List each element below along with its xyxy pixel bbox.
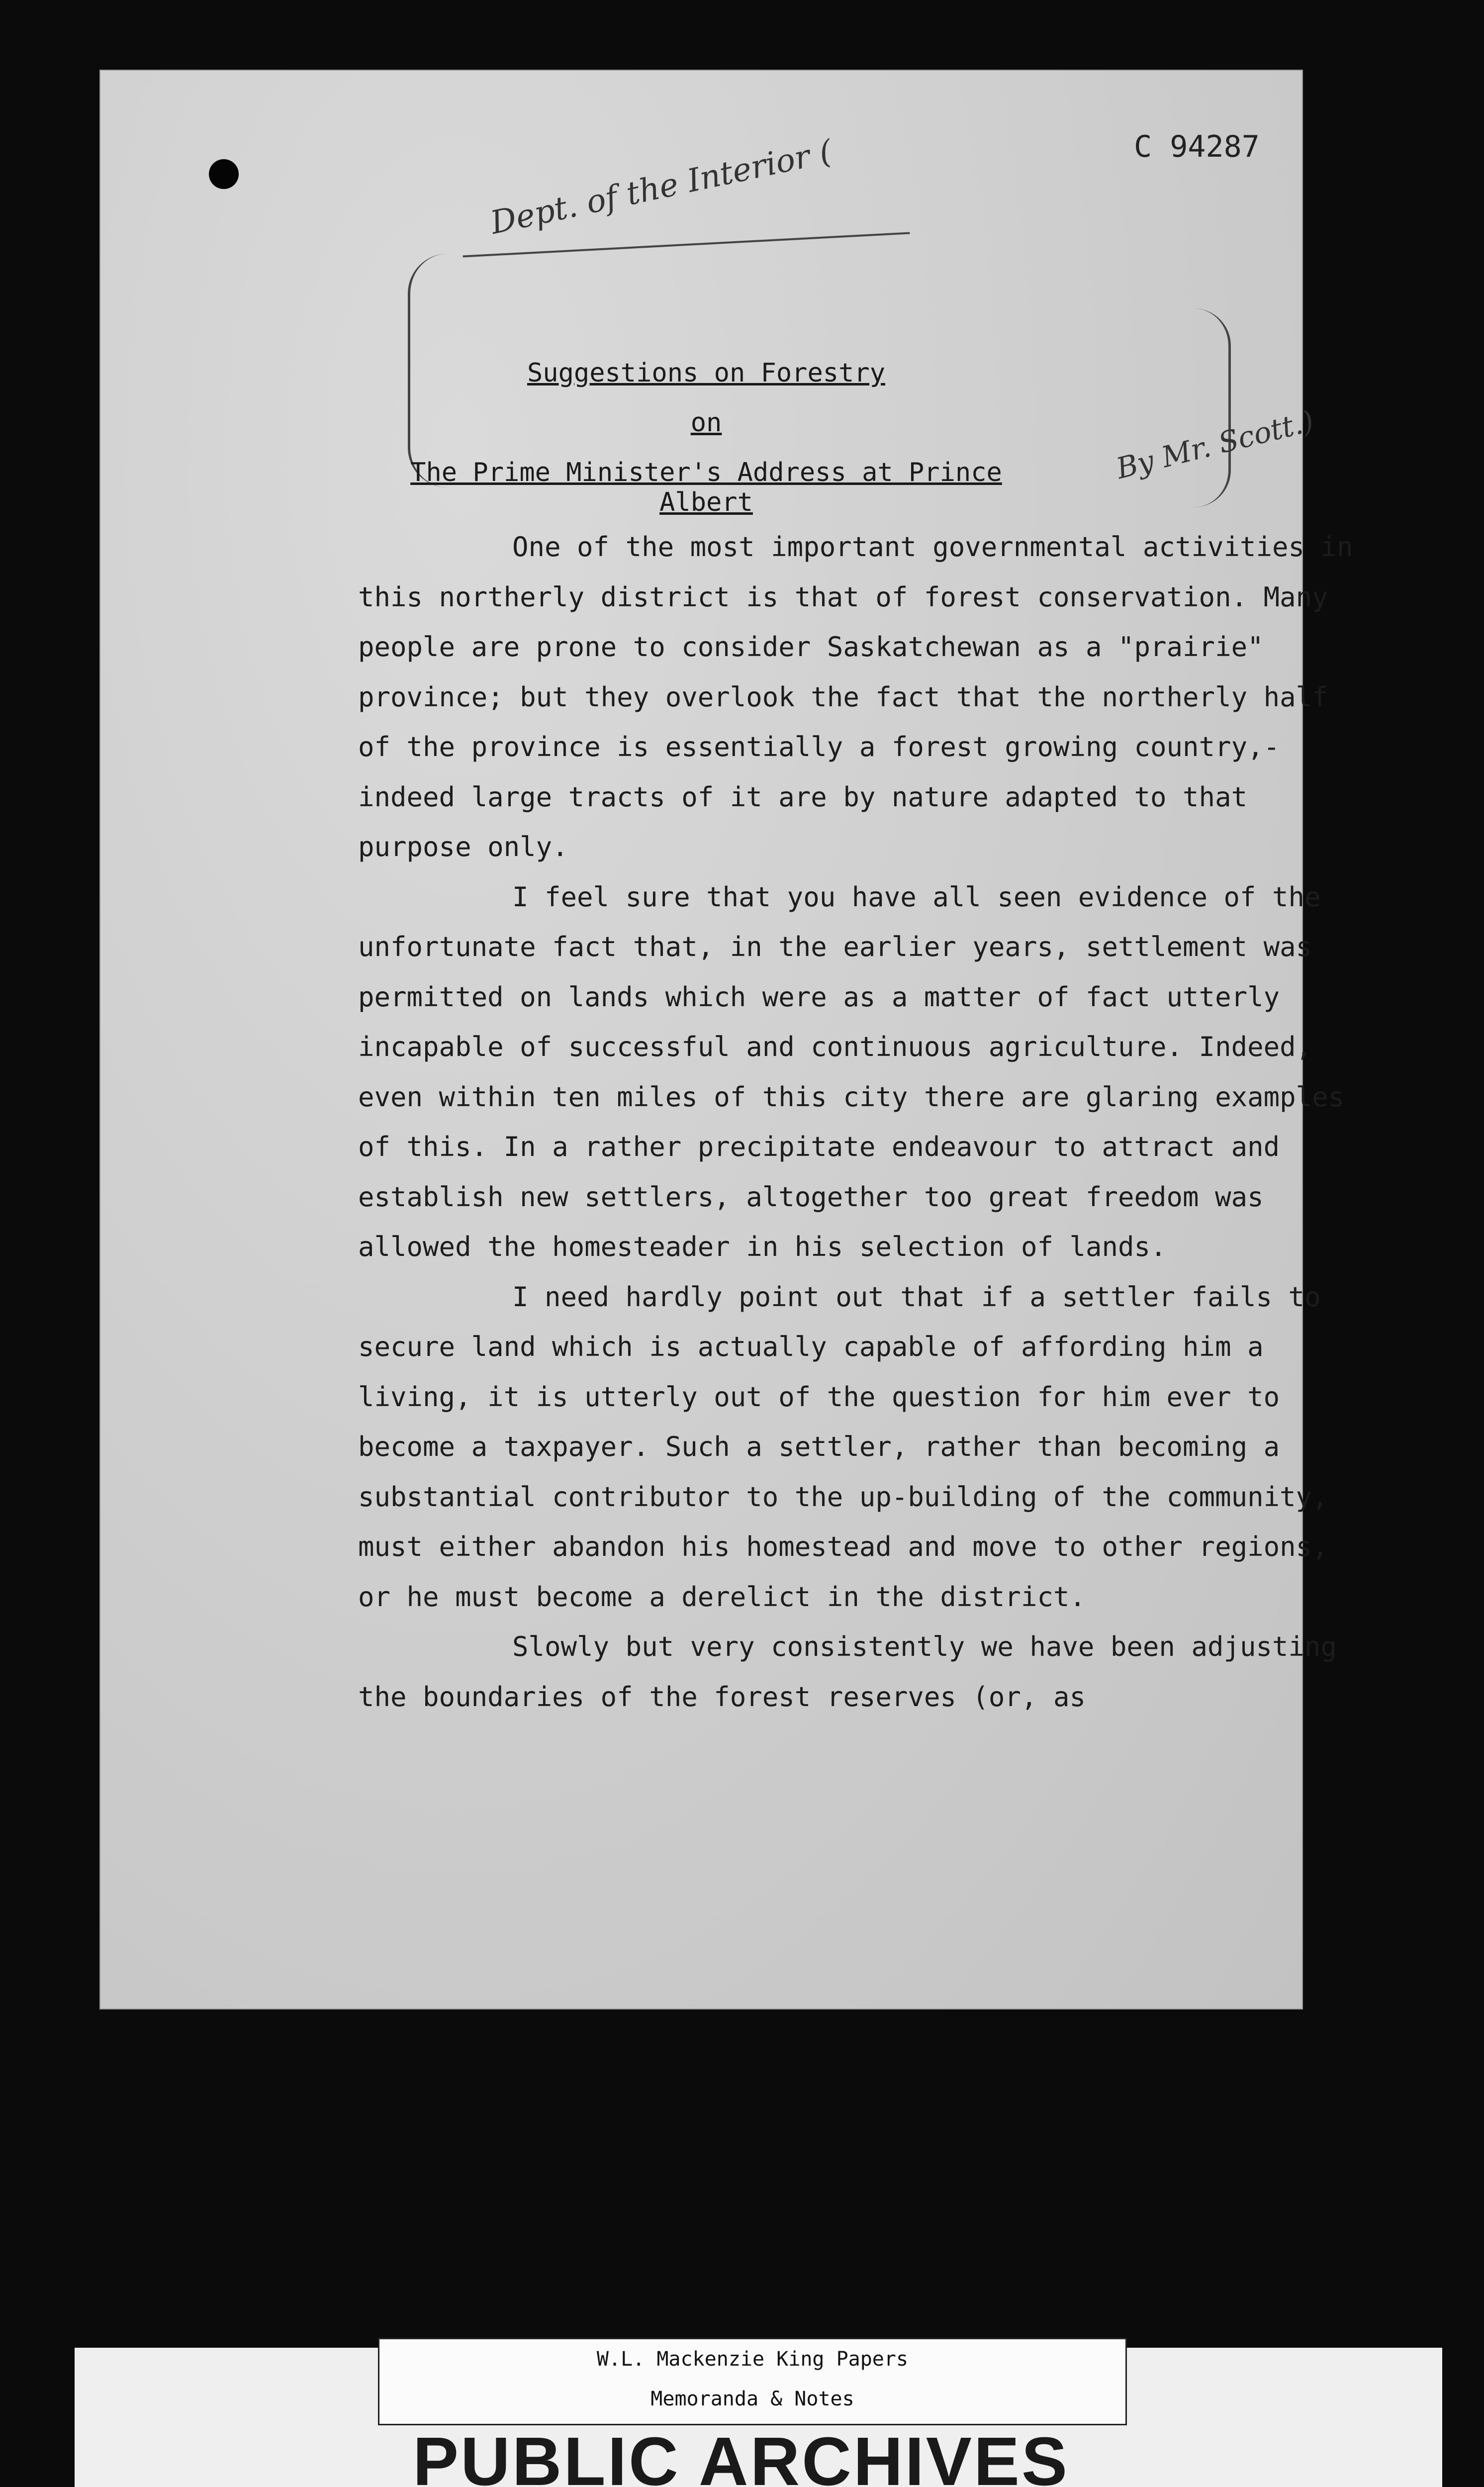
paragraph: One of the most important governmental activities in this northerly district is that of forest conservation. Many people are prone to consider Saskatchewan as a "prairie" province; but they overlook the fact that the northerly half of the province is essentially a forest growing country,- indeed large tracts of it are by nature adapted to that purpose only.	[358, 531, 1370, 862]
archive-name-english: PUBLIC ARCHIVES	[413, 2423, 1069, 2487]
paragraph: I need hardly point out that if a settler fails to secure land which is actually capable of affording him a living, it is utterly out of the question for him ever to become a taxpayer. Such a settler, rather than becoming a substantial contributor to the up-building of the community, must either abandon his homestead and move to other regions, or he must become a derelict in the district.	[358, 1281, 1345, 1613]
archive-caption-box	[378, 2338, 1127, 2425]
handwritten-bracket-right	[1194, 308, 1231, 507]
document-subtitle: The Prime Minister's Address at Prince Albert	[410, 458, 1002, 517]
punch-hole	[209, 159, 239, 189]
handwritten-note: Dept. of the Interior (	[487, 133, 835, 242]
document-page	[99, 70, 1370, 2009]
handwritten-attribution: By Mr. Scott.)	[1113, 403, 1317, 486]
document-title-connector: on	[690, 408, 722, 438]
archive-series: Memoranda & Notes	[650, 2388, 854, 2410]
paragraph: I feel sure that you have all seen evidence of the unfortunate fact that, in the earlier years, settlement was permitted on lands which were as a matter of fact utterly incapable of successful and continuous agriculture. Indeed, even within ten miles of this city there are glaring examples of this. In a rather precipitate endeavour to attract and establish new settlers, altogether too great freedom was allowed the homesteader in his selection of lands.	[358, 881, 1361, 1262]
archive-collection: W.L. Mackenzie King Papers	[596, 2348, 909, 2371]
document-body	[358, 522, 1370, 1722]
document-number: C 94287	[1134, 129, 1260, 164]
handwritten-underline	[463, 232, 910, 257]
paragraph: Slowly but very consistently we have been adjusting the boundaries of the forest reserves (or, as	[358, 1631, 1353, 1713]
document-title: Suggestions on Forestry	[527, 358, 886, 388]
